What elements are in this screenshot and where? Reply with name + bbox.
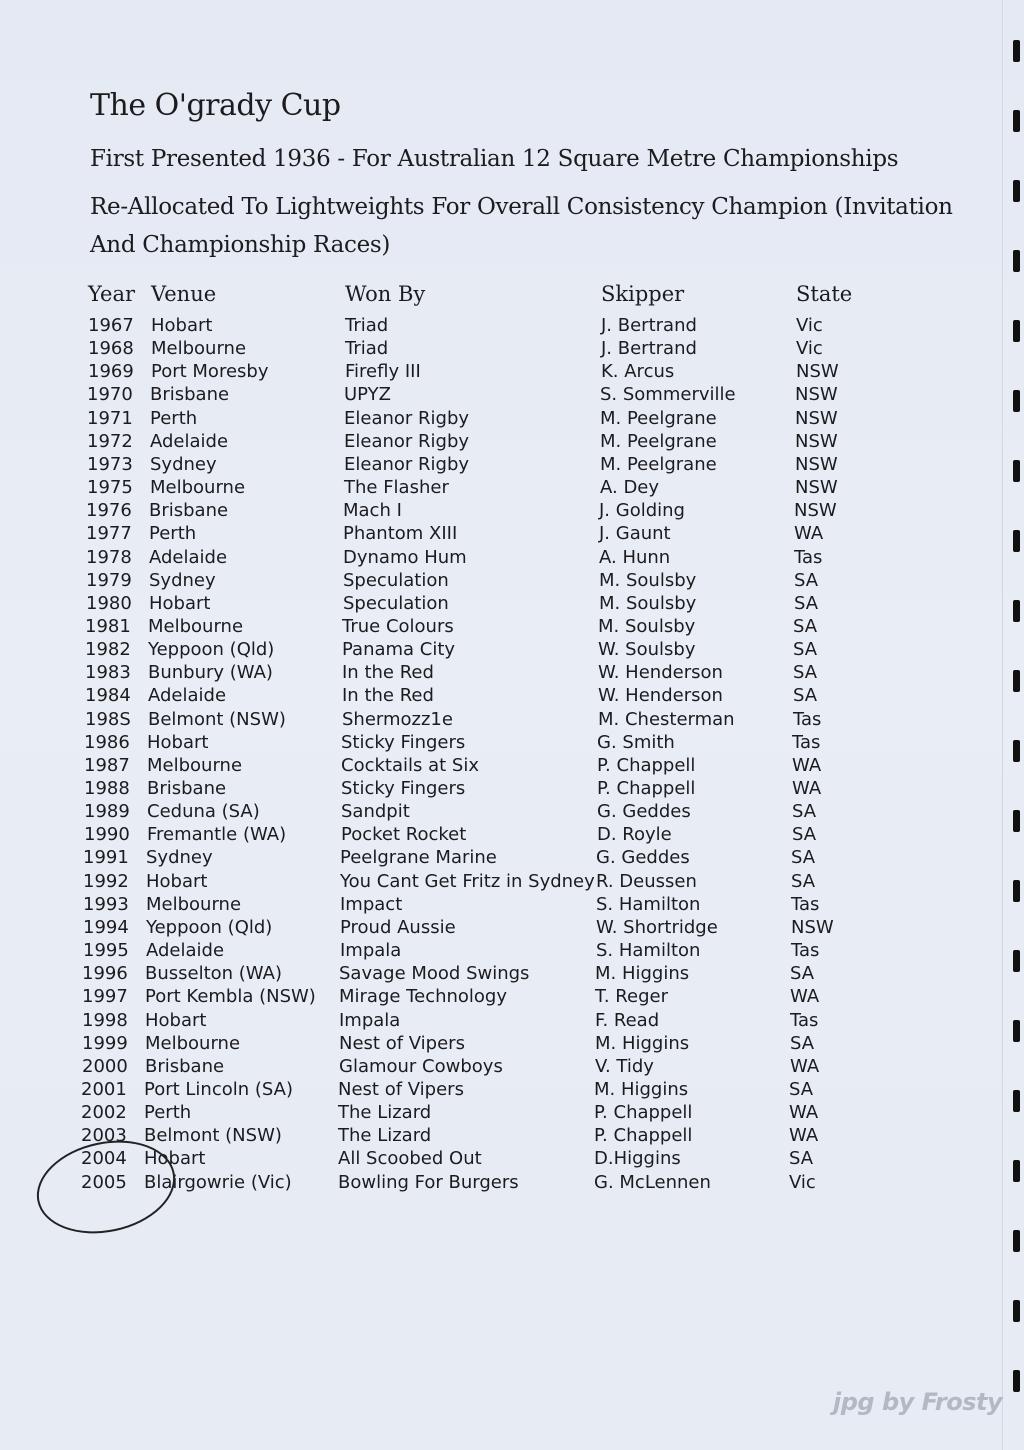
binding-ring-icon [1013, 1160, 1020, 1182]
cell-won-by: Peelgrane Marine [340, 847, 497, 869]
cell-venue: Busselton (WA) [145, 963, 282, 985]
cell-state: SA [789, 1078, 814, 1100]
table-row [0, 709, 957, 732]
cell-skipper: A. Hunn [599, 546, 671, 568]
cell-year: 1991 [83, 847, 129, 869]
cell-won-by: Triad [345, 315, 389, 336]
table-row [0, 570, 958, 593]
cell-won-by: In the Red [342, 662, 434, 684]
cell-state: NSW [795, 477, 838, 499]
cell-skipper: M. Peelgrane [600, 430, 717, 452]
binding-ring-icon [1013, 810, 1020, 832]
cell-venue: Adelaide [146, 940, 225, 962]
cell-venue: Port Kembla (NSW) [145, 986, 316, 1008]
cell-venue: Adelaide [149, 546, 228, 568]
cell-skipper: M. Chesterman [598, 708, 735, 730]
cell-won-by: In the Red [342, 685, 434, 707]
cell-venue: Melbourne [145, 1032, 241, 1054]
table-row [0, 338, 960, 361]
cell-won-by: Panama City [342, 639, 456, 661]
table-row [0, 593, 958, 616]
cell-state: SA [790, 963, 815, 985]
cell-year: 2005 [81, 1171, 127, 1193]
table-row [0, 940, 955, 963]
cell-state: Tas [794, 546, 823, 568]
cell-venue: Bunbury (WA) [148, 662, 273, 684]
table-row [0, 917, 955, 940]
cell-won-by: Phantom XIII [343, 523, 458, 545]
column-header-year: Year [88, 282, 136, 306]
cell-skipper: M. Soulsby [598, 615, 696, 637]
binding-ring-icon [1013, 460, 1020, 482]
cell-won-by: Pocket Rocket [341, 824, 467, 846]
table-row [0, 1148, 953, 1171]
cell-year: 1996 [82, 963, 128, 985]
cell-state: WA [792, 778, 822, 799]
cell-year: 1981 [85, 615, 131, 637]
table-row [0, 500, 958, 523]
cell-skipper: P. Chappell [594, 1102, 693, 1124]
table-row [0, 408, 959, 431]
reallocation-note-line-2: And Championship Races) [90, 232, 391, 258]
binding-ring-icon [1013, 670, 1020, 692]
cell-venue: Yeppoon (Qld) [148, 639, 275, 661]
cell-skipper: M. Peelgrane [600, 453, 717, 475]
cell-skipper: J. Bertrand [601, 315, 697, 336]
cell-year: 1994 [83, 916, 129, 938]
cell-won-by: Dynamo Hum [343, 546, 467, 568]
cell-won-by: Mirage Technology [339, 986, 508, 1008]
cell-state: Vic [789, 1171, 816, 1193]
cell-won-by: Mach I [343, 500, 402, 522]
cell-won-by: UPYZ [344, 384, 391, 406]
cell-year: 1999 [82, 1032, 128, 1054]
binding-spine [990, 0, 1024, 1450]
cell-year: 1971 [87, 407, 133, 429]
cell-year: 1975 [87, 477, 133, 499]
binding-ring-icon [1013, 1370, 1020, 1392]
cell-won-by: Firefly III [345, 361, 421, 383]
cell-year: 1982 [85, 639, 131, 661]
cell-year: 2004 [81, 1148, 127, 1170]
binding-ring-icon [1013, 1090, 1020, 1112]
cell-year: 1978 [86, 546, 132, 568]
table-row [0, 361, 960, 384]
cell-won-by: All Scoobed Out [338, 1148, 482, 1170]
column-header-won-by: Won By [345, 282, 426, 306]
binding-ring-icon [1013, 40, 1020, 62]
table-row [0, 986, 954, 1009]
cell-skipper: D.Higgins [594, 1148, 681, 1170]
cell-state: SA [793, 639, 818, 661]
cell-state: SA [793, 662, 818, 684]
cell-state: WA [789, 1102, 819, 1124]
cell-state: WA [790, 1055, 820, 1077]
watermark: jpg by Frosty [833, 1388, 1003, 1416]
cell-year: 1976 [86, 500, 132, 522]
cell-skipper: J. Bertrand [601, 338, 697, 360]
cell-year: 1987 [84, 754, 130, 776]
column-header-skipper: Skipper [601, 282, 685, 306]
cell-venue: Adelaide [150, 430, 229, 452]
cell-state: Tas [792, 731, 821, 753]
cell-won-by: Nest of Vipers [339, 1032, 465, 1054]
cell-state: SA [789, 1148, 814, 1170]
binding-ring-icon [1013, 1300, 1020, 1322]
table-row [0, 1010, 954, 1033]
cell-year: 2000 [82, 1055, 128, 1077]
cell-won-by: Impala [339, 1009, 401, 1031]
cell-state: NSW [794, 500, 837, 522]
subtitle: First Presented 1936 - For Australian 12 Square Metre Championships [90, 146, 899, 172]
cell-state: NSW [791, 916, 834, 938]
cell-skipper: K. Arcus [601, 361, 675, 383]
cell-state: Vic [796, 315, 823, 336]
cell-venue: Belmont (NSW) [144, 1125, 282, 1147]
cell-venue: Belmont (NSW) [148, 708, 286, 730]
cell-state: Tas [791, 940, 820, 962]
cell-venue: Hobart [147, 731, 209, 753]
cell-won-by: Eleanor Rigby [344, 430, 470, 452]
cell-won-by: Impact [340, 893, 403, 915]
table-row [0, 454, 959, 477]
cell-state: SA [791, 870, 816, 892]
cell-won-by: The Flasher [344, 477, 449, 499]
binding-ring-icon [1013, 1230, 1020, 1252]
table-row [0, 1172, 953, 1195]
cell-skipper: G. Geddes [596, 847, 690, 869]
cell-skipper: S. Hamilton [596, 893, 701, 915]
table-row [0, 894, 955, 917]
cell-won-by: Eleanor Rigby [344, 407, 470, 429]
cell-skipper: S. Sommerville [600, 384, 736, 406]
cell-venue: Hobart [145, 1009, 207, 1031]
cell-year: 1984 [85, 685, 131, 707]
table-row [0, 616, 957, 639]
cell-skipper: J. Golding [599, 500, 685, 522]
cell-won-by: Proud Aussie [340, 916, 456, 938]
cell-skipper: P. Chappell [597, 778, 696, 799]
cell-skipper: A. Dey [600, 477, 660, 499]
cell-state: SA [794, 569, 819, 591]
reallocation-note-line-1: Re-Allocated To Lightweights For Overall Consistency Champion (Invitation [90, 194, 953, 220]
cell-won-by: Sticky Fingers [341, 731, 466, 753]
cell-skipper: T. Reger [595, 986, 668, 1008]
cell-skipper: F. Read [595, 1009, 660, 1031]
cell-won-by: Shermozz1e [342, 708, 453, 730]
table-row [0, 662, 957, 685]
cell-won-by: Eleanor Rigby [344, 453, 470, 475]
table-row [0, 431, 959, 454]
table-row [0, 778, 956, 801]
cell-state: NSW [796, 361, 839, 383]
binding-ring-icon [1013, 530, 1020, 552]
cell-state: NSW [795, 407, 838, 429]
cell-year: 1969 [88, 361, 134, 383]
cell-state: SA [792, 824, 817, 846]
cell-state: WA [794, 523, 824, 545]
binding-ring-icon [1013, 180, 1020, 202]
cell-won-by: Sandpit [341, 801, 410, 823]
cell-state: SA [794, 592, 819, 614]
cell-state: NSW [795, 384, 838, 406]
table-row [0, 1125, 953, 1148]
table-row [0, 547, 958, 570]
cell-state: SA [792, 801, 817, 823]
cell-state: Tas [790, 1009, 819, 1031]
binding-ring-icon [1013, 880, 1020, 902]
cell-venue: Yeppoon (Qld) [146, 916, 273, 938]
cell-state: WA [789, 1125, 819, 1147]
cell-year: 2001 [81, 1078, 127, 1100]
cell-venue: Ceduna (SA) [147, 801, 260, 823]
binding-ring-icon [1013, 320, 1020, 342]
table-row [0, 315, 960, 338]
cell-state: Vic [796, 338, 823, 360]
cell-skipper: P. Chappell [597, 754, 696, 776]
cell-won-by: Savage Mood Swings [339, 963, 530, 985]
cell-venue: Melbourne [150, 477, 246, 499]
cell-state: WA [792, 754, 822, 776]
table-row [0, 1033, 954, 1056]
cell-venue: Melbourne [151, 338, 247, 360]
cell-venue: Sydney [150, 453, 217, 475]
cell-skipper: W. Henderson [598, 685, 723, 707]
cell-year: 1995 [83, 940, 129, 962]
column-header-venue: Venue [151, 282, 217, 306]
cell-venue: Hobart [144, 1148, 206, 1170]
cell-won-by: Speculation [343, 569, 449, 591]
cell-venue: Melbourne [146, 893, 242, 915]
cell-venue: Perth [150, 407, 198, 429]
table-row [0, 963, 954, 986]
page-edge [1002, 0, 1004, 1450]
table-row [0, 801, 956, 824]
cell-year: 198S [85, 708, 131, 730]
cell-skipper: W. Soulsby [598, 639, 696, 661]
cell-venue: Sydney [146, 847, 213, 869]
cell-year: 2003 [81, 1125, 127, 1147]
cell-skipper: M. Peelgrane [600, 407, 717, 429]
cell-year: 1970 [87, 384, 133, 406]
cell-venue: Hobart [146, 870, 208, 892]
cell-state: SA [791, 847, 816, 869]
cell-year: 1973 [87, 453, 133, 475]
cell-state: SA [793, 685, 818, 707]
cell-venue: Hobart [149, 592, 211, 614]
cell-venue: Brisbane [147, 778, 227, 799]
binding-ring-icon [1013, 110, 1020, 132]
binding-ring-icon [1013, 1020, 1020, 1042]
cell-skipper: P. Chappell [594, 1125, 693, 1147]
cell-won-by: Sticky Fingers [341, 778, 466, 799]
cell-venue: Blairgowrie (Vic) [144, 1171, 292, 1193]
cell-won-by: True Colours [342, 615, 454, 637]
cell-won-by: The Lizard [338, 1102, 432, 1124]
cell-won-by: Impala [340, 940, 402, 962]
cell-year: 1967 [88, 315, 134, 336]
table-row [0, 523, 958, 546]
cell-state: NSW [795, 430, 838, 452]
binding-ring-icon [1013, 390, 1020, 412]
cell-skipper: D. Royle [597, 824, 672, 846]
cell-venue: Brisbane [149, 500, 229, 522]
cell-state: NSW [795, 453, 838, 475]
table-row [0, 824, 956, 847]
table-row [0, 477, 959, 500]
cell-year: 1986 [84, 731, 130, 753]
cell-won-by: Triad [345, 338, 389, 360]
cell-skipper: G. McLennen [594, 1171, 711, 1193]
table-row [0, 847, 955, 870]
cell-venue: Adelaide [148, 685, 227, 707]
table-row [0, 685, 957, 708]
cell-state: WA [790, 986, 820, 1008]
binding-ring-icon [1013, 600, 1020, 622]
cell-year: 1993 [83, 893, 129, 915]
table-row [0, 871, 955, 894]
binding-ring-icon [1013, 740, 1020, 762]
cell-year: 1968 [88, 338, 134, 360]
table-row [0, 384, 959, 407]
cell-skipper: S. Hamilton [596, 940, 701, 962]
cell-venue: Sydney [149, 569, 216, 591]
cell-year: 1997 [82, 986, 128, 1008]
cell-state: SA [790, 1032, 815, 1054]
page-title: The O'grady Cup [90, 88, 341, 123]
table-row [0, 1079, 953, 1102]
cell-venue: Perth [149, 523, 197, 545]
cell-venue: Brisbane [150, 384, 230, 406]
cell-year: 1992 [83, 870, 129, 892]
cell-year: 1990 [84, 824, 130, 846]
cell-won-by: You Cant Get Fritz in Sydney [340, 870, 595, 892]
cell-skipper: W. Henderson [598, 662, 723, 684]
table-row [0, 1056, 954, 1079]
cell-skipper: J. Gaunt [599, 523, 671, 545]
cell-year: 1988 [84, 778, 130, 799]
cell-won-by: Cocktails at Six [341, 754, 479, 776]
binding-ring-icon [1013, 250, 1020, 272]
cell-year: 1998 [82, 1009, 128, 1031]
table-row [0, 755, 956, 778]
cell-venue: Melbourne [148, 615, 244, 637]
table-row [0, 732, 956, 755]
cell-venue: Port Moresby [151, 361, 269, 383]
cell-skipper: M. Soulsby [599, 592, 697, 614]
cell-state: SA [793, 615, 818, 637]
cell-skipper: M. Higgins [595, 1032, 690, 1054]
cell-won-by: Bowling For Burgers [338, 1171, 519, 1193]
cell-venue: Hobart [151, 315, 213, 336]
cell-year: 1983 [85, 662, 131, 684]
cell-skipper: M. Soulsby [599, 569, 697, 591]
cell-won-by: The Lizard [338, 1125, 432, 1147]
cell-venue: Melbourne [147, 754, 243, 776]
cell-skipper: V. Tidy [595, 1055, 654, 1077]
cell-year: 1979 [86, 569, 132, 591]
cell-venue: Port Lincoln (SA) [144, 1078, 294, 1100]
cell-won-by: Nest of Vipers [338, 1078, 464, 1100]
cell-skipper: R. Deussen [596, 870, 697, 892]
cell-year: 1977 [86, 523, 132, 545]
cell-skipper: M. Higgins [595, 963, 690, 985]
cell-year: 1980 [86, 592, 132, 614]
cell-skipper: G. Smith [597, 731, 675, 753]
cell-skipper: G. Geddes [597, 801, 691, 823]
cell-won-by: Glamour Cowboys [339, 1055, 503, 1077]
cell-year: 2002 [81, 1102, 127, 1124]
cell-won-by: Speculation [343, 592, 449, 614]
cell-skipper: M. Higgins [594, 1078, 689, 1100]
cell-venue: Fremantle (WA) [147, 824, 287, 846]
cell-year: 1989 [84, 801, 130, 823]
table-row [0, 639, 957, 662]
cell-state: Tas [791, 893, 820, 915]
table-row [0, 1102, 953, 1125]
cell-state: Tas [793, 708, 822, 730]
cell-skipper: W. Shortridge [596, 916, 718, 938]
cell-venue: Perth [144, 1102, 192, 1124]
cell-venue: Brisbane [145, 1055, 225, 1077]
column-header-state: State [796, 282, 853, 306]
binding-ring-icon [1013, 950, 1020, 972]
cell-year: 1972 [87, 430, 133, 452]
